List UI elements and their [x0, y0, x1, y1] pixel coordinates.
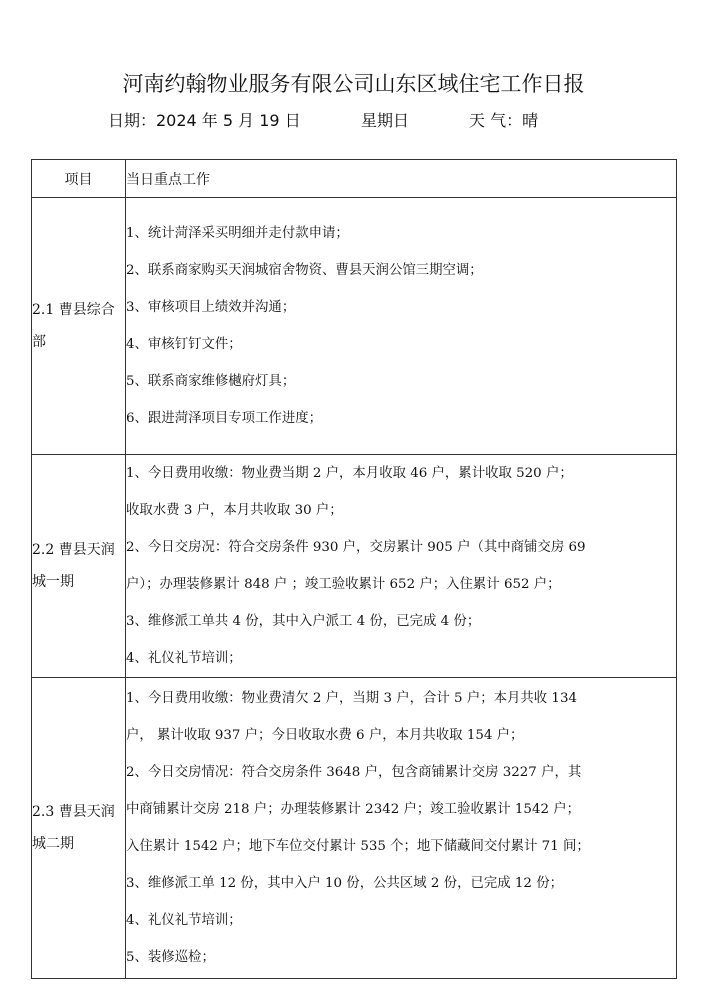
work-cell [126, 455, 677, 678]
work-item: 5、联系商家维修樾府灯具； [126, 374, 296, 389]
work-report-table [31, 159, 677, 979]
work-item: 3、审核项目上绩效并沟通； [126, 300, 296, 315]
table-row [32, 678, 677, 979]
report-title: 河南约翰物业服务有限公司山东区域住宅工作日报 [122, 72, 585, 96]
column-header-work: 当日重点工作 [126, 160, 677, 198]
work-item: 6、跟进菏泽项目专项工作进度； [126, 411, 322, 426]
work-item: 3、维修派工单 12 份，其中入户 10 份，公共区域 2 份，已完成 12 份； [126, 876, 563, 891]
work-item: 户， 累计收取 937 户；今日收取水费 6 户，本月共收取 154 户； [126, 728, 524, 743]
project-cell: 2.1 曹县综合部 [32, 198, 126, 455]
work-item: 2、今日交房情况：符合交房条件 3648 户，包含商铺累计交房 3227 户，其 [126, 765, 582, 780]
work-item: 4、礼仪礼节培训； [126, 913, 242, 928]
table-row [32, 455, 677, 678]
work-item: 1、今日费用收缴：物业费当期 2 户，本月收取 46 户，累计收取 520 户； [126, 466, 573, 481]
report-weekday: 星期日 [361, 111, 410, 130]
report-date: 日期：2024 年 5 月 19 日 [108, 111, 301, 130]
work-item: 入住累计 1542 户；地下车位交付累计 535 个；地下储藏间交付累计 71 间； [126, 839, 590, 854]
project-cell: 2.3 曹县天润城二期 [32, 678, 126, 979]
work-item: 户）；办理装修累计 848 户 ；竣工验收累计 652 户；入住累计 652 户； [126, 577, 561, 592]
table-row [32, 198, 677, 455]
work-item: 1、今日费用收缴：物业费清欠 2 户，当期 3 户，合计 5 户；本月共收 134 [126, 691, 577, 706]
table-header-row [32, 160, 677, 198]
work-item: 2、今日交房况：符合交房条件 930 户，交房累计 905 户（其中商铺交房 69 [126, 540, 586, 555]
work-item: 收取水费 3 户，本月共收取 30 户； [126, 503, 343, 518]
work-cell [126, 678, 677, 979]
work-cell [126, 198, 677, 455]
work-item: 2、联系商家购买天润城宿舍物资、曹县天润公馆三期空调； [126, 263, 483, 278]
column-header-project: 项目 [32, 160, 126, 198]
work-item: 1、统计菏泽采买明细并走付款申请； [126, 226, 349, 241]
work-item: 4、礼仪礼节培训； [126, 651, 242, 666]
project-cell: 2.2 曹县天润城一期 [32, 455, 126, 678]
work-item: 5、装修巡检； [126, 950, 215, 965]
report-meta [0, 108, 707, 134]
report-weather: 天 气：晴 [469, 111, 539, 130]
work-item: 4、审核钉钉文件； [126, 337, 242, 352]
work-item: 3、维修派工单共 4 份，其中入户派工 4 份，已完成 4 份； [126, 614, 481, 629]
work-item: 中商铺累计交房 218 户；办理装修累计 2342 户；竣工验收累计 1542 户； [126, 802, 581, 817]
